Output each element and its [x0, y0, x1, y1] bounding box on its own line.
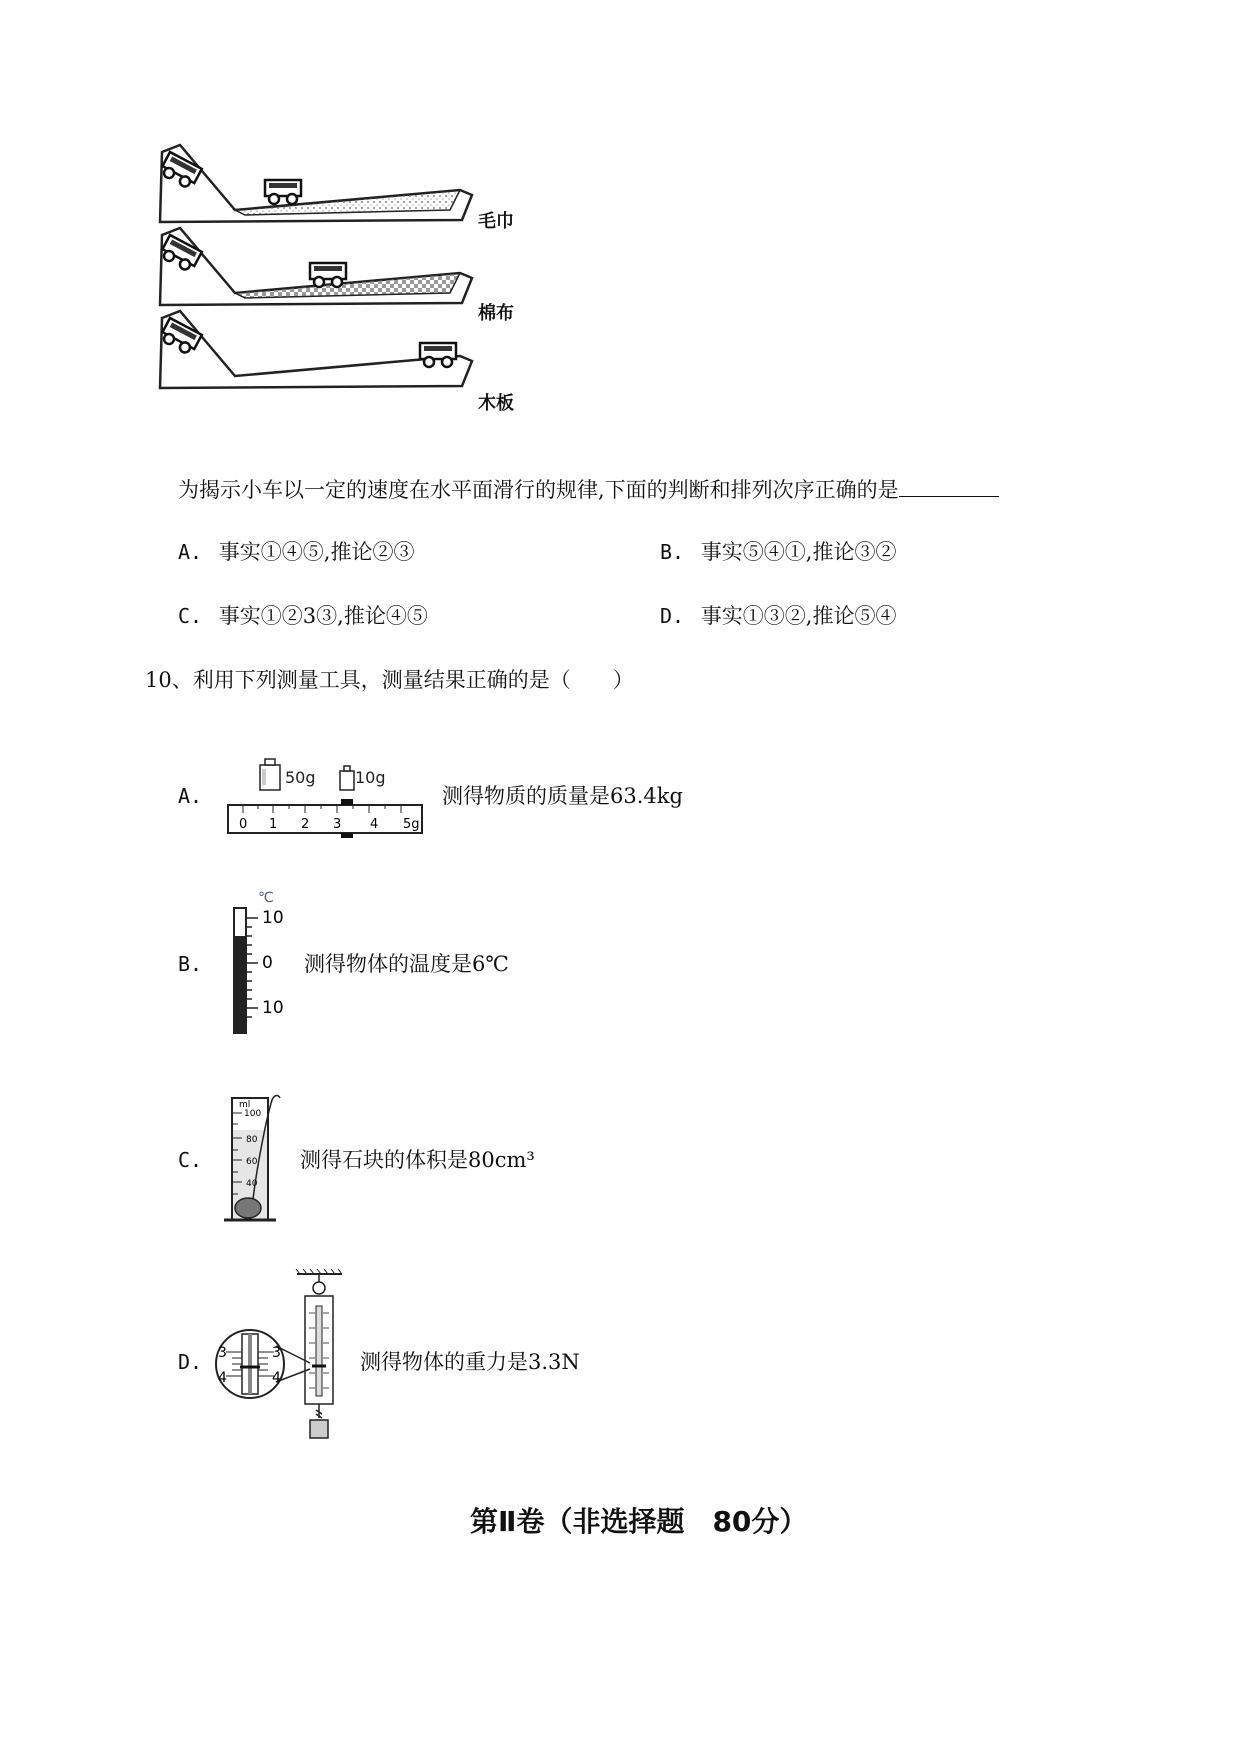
surface-label-cotton: 棉布 [478, 303, 514, 324]
thermometer-figure [220, 888, 300, 1038]
cylinder-mark-80: 80 [246, 1135, 258, 1145]
graduated-cylinder-figure [222, 1090, 292, 1230]
ramp-cotton [159, 228, 472, 305]
q10-option-a-text: 测得物质的质量是63.4kg [442, 784, 683, 808]
q10-option-c-label[interactable]: C. [178, 1148, 203, 1172]
q10-stem: 10、利用下列测量工具，测量结果正确的是（ ） [145, 668, 634, 692]
scale-tick-5: 5g [403, 817, 420, 832]
scale-tick-1: 1 [269, 817, 278, 832]
cylinder-mark-40: 40 [246, 1179, 258, 1189]
ramp-experiment-figure [150, 140, 580, 430]
surface-label-wood: 木板 [478, 393, 514, 414]
magnifier-mark-4-left: 4 [218, 1370, 227, 1386]
cylinder-unit: ml [239, 1100, 251, 1110]
spring-scale-figure [212, 1268, 352, 1443]
magnifier-mark-3-right: 3 [272, 1345, 281, 1361]
ramp-wood [159, 311, 472, 388]
weight-10g: 10g [355, 768, 386, 787]
q10-option-a-label[interactable]: A. [178, 784, 203, 808]
ramp-towel [159, 145, 472, 222]
q9-stem-text: 为揭示小车以一定的速度在水平面滑行的规律,下面的判断和排列次序正确的是 [178, 478, 899, 502]
scale-tick-2: 2 [301, 817, 310, 832]
q9-option-b[interactable] [660, 542, 896, 563]
scale-tick-3: 3 [333, 817, 342, 832]
magnifier-mark-4-right: 4 [272, 1370, 281, 1386]
q9-option-d[interactable] [660, 606, 896, 627]
option-text: 事实①④⑤,推论②③ [218, 540, 415, 564]
q10-option-d-label[interactable]: D. [178, 1350, 203, 1374]
thermometer-bottom-mark: 10 [262, 998, 284, 1018]
option-label: D. [660, 604, 685, 628]
option-text: 事实⑤④①,推论③② [700, 540, 897, 564]
option-text: 事实①②3③,推论④⑤ [218, 604, 428, 628]
q10-option-b-label[interactable]: B. [178, 952, 203, 976]
answer-blank [899, 478, 999, 497]
q9-option-a[interactable] [178, 542, 414, 563]
weight-50g: 50g [285, 768, 316, 787]
magnifier-mark-3-left: 3 [218, 1345, 227, 1361]
scale-tick-4: 4 [370, 817, 379, 832]
thermometer-zero-mark: 0 [262, 953, 273, 973]
q9-stem [178, 478, 999, 501]
option-label: C. [178, 604, 203, 628]
option-label: A. [178, 540, 203, 564]
scale-tick-0: 0 [239, 817, 248, 832]
option-label: B. [660, 540, 685, 564]
q9-option-c[interactable] [178, 606, 428, 627]
cylinder-mark-60: 60 [246, 1157, 258, 1167]
balance-scale-figure [225, 755, 425, 845]
cylinder-mark-100: 100 [244, 1109, 262, 1119]
thermometer-top-mark: 10 [262, 908, 284, 928]
surface-label-towel: 毛巾 [478, 211, 514, 232]
q10-option-d-text: 测得物体的重力是3.3N [360, 1350, 580, 1374]
thermometer-unit: ℃ [258, 890, 274, 906]
q10-option-b-text: 测得物体的温度是6℃ [304, 952, 509, 976]
q10-option-c-text: 测得石块的体积是80cm³ [300, 1148, 535, 1172]
option-text: 事实①③②,推论⑤④ [700, 604, 897, 628]
section-title: 第Ⅱ卷（非选择题 80分） [470, 1505, 808, 1538]
